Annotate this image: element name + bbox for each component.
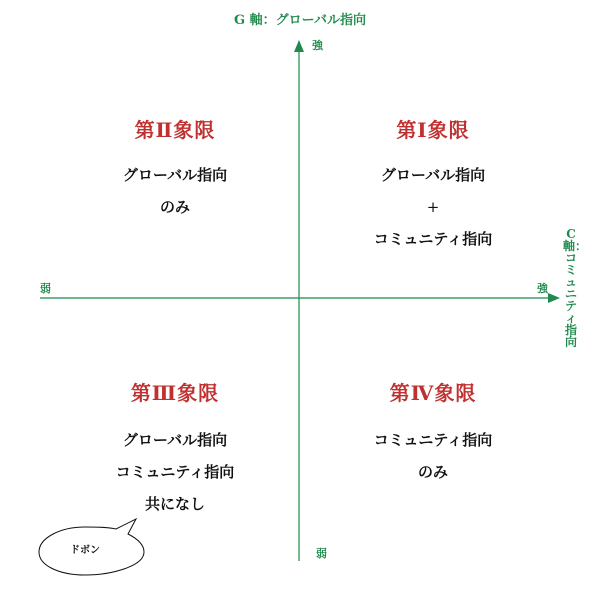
quadrant-1-line: グローバル指向 <box>380 166 486 184</box>
quadrant-1-line: コミュニティ指向 <box>373 230 493 248</box>
c-axis-weak-label: 弱 <box>40 282 51 295</box>
quadrant-4-line: コミュニティ指向 <box>373 431 493 449</box>
quadrant-2-body <box>80 159 270 223</box>
c-axis-title: C軸：コミュニティ指向 <box>563 227 588 349</box>
quadrant-2-line: のみ <box>159 198 190 216</box>
c-axis-strong-label: 強 <box>537 282 548 295</box>
quadrant-2-line: グローバル指向 <box>122 166 228 184</box>
g-axis-weak-label: 弱 <box>316 547 327 560</box>
horizontal-axis-arrowhead <box>548 293 560 303</box>
quadrant-3-line: グローバル指向 <box>122 431 228 449</box>
g-axis-strong-label: 強 <box>312 39 323 52</box>
quadrant-4-title: 第Ⅳ象限 <box>389 381 477 405</box>
quadrant-1-body <box>338 159 528 255</box>
quadrant-1-plus: + <box>426 198 440 216</box>
quadrant-4-line: のみ <box>417 463 448 481</box>
vertical-axis-arrowhead <box>294 40 304 52</box>
quadrant-3-body <box>80 424 270 520</box>
quadrant-1-title: 第Ⅰ象限 <box>396 118 470 142</box>
quadrant-3-line: 共になし <box>144 495 205 513</box>
quadrant-3-line: コミュニティ指向 <box>115 463 235 481</box>
quadrant-4-body <box>338 424 528 488</box>
quadrant-2-title: 第Ⅱ象限 <box>134 118 216 142</box>
speech-bubble-text: ドボン <box>70 545 100 556</box>
g-axis-title: G 軸：グローバル指向 <box>234 13 366 28</box>
quadrant-3-title: 第Ⅲ象限 <box>130 381 220 405</box>
